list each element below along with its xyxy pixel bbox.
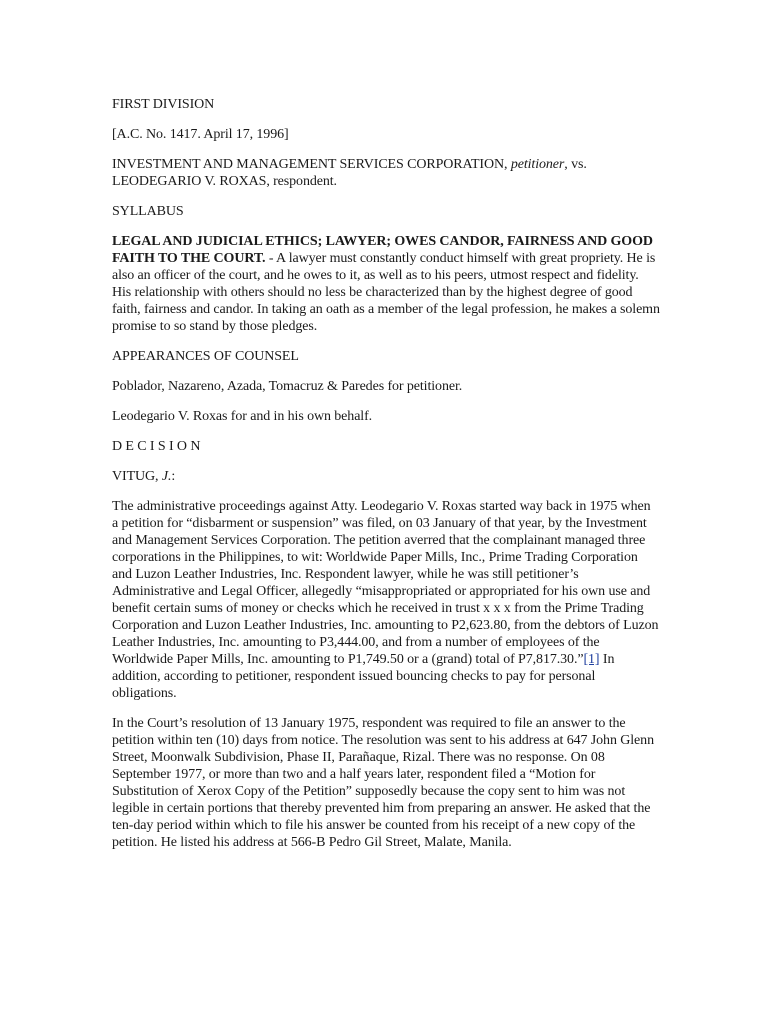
versus-text: , vs.	[564, 157, 587, 172]
footnote-link-1[interactable]: [1]	[583, 652, 600, 667]
decision-paragraph-2: In the Court’s resolution of 13 January 1975, respondent was required to file an answer to the petition within ten (10) days from notice. The resolution was sent to his address at 647 John Glenn Street, Moonwalk Subdivision, Phase II, Parañaque, Rizal. There was no response. On 08 September 1977, or more than two and a half years later, respondent filed a “Motion for Substitution of Xerox Copy of the Petition” supposedly because the copy sent to him was not legible in certain portions that thereby prevented him from preparing an answer. He asked that the ten-day period within which to file his answer be counted from his receipt of a new copy of the petition. He listed his address at 566-B Pedro Gil Street, Malate, Manila.	[112, 716, 654, 850]
syllabus-heading: SYLLABUS	[112, 204, 184, 219]
syllabus-text: - A lawyer must constantly conduct himself with great propriety. He is also an officer of the court, and he owes to it, as well as to his peers, utmost respect and fidelity. His relationship with others should no less be characterized than by the highest degree of good faith, fairness and candor. In taking an oath as a member of the legal profession, he makes a solemn promise to so stand by those pledges.	[112, 251, 660, 334]
decision-paragraph-1	[112, 498, 660, 702]
ponente	[112, 468, 660, 485]
syllabus-lead: LEGAL AND JUDICIAL ETHICS; LAWYER; OWES CANDOR, FAIRNESS AND GOOD FAITH TO THE COURT.	[112, 234, 653, 266]
ponente-title: J.	[161, 469, 172, 484]
petitioner-name: INVESTMENT AND MANAGEMENT SERVICES CORPORATION,	[112, 157, 508, 172]
paragraph-1-text-after: In addition, according to petitioner, respondent issued bouncing checks to pay for personal obligations.	[112, 652, 615, 701]
paragraph-1-text: The administrative proceedings against Atty. Leodegario V. Roxas started way back in 1975 when a petition for “disbarment or suspension” was filed, on 03 January of that year, by the Investment and Management Services Corporation. The petition averred that the complainant managed three corporations in the Philippines, to wit: Worldwide Paper Mills, Inc., Prime Trading Corporation and Luzon Leather Industries, Inc. Respondent lawyer, while he was still petitioner’s Administrative and Legal Officer, allegedly “misappropriated or appropriated for his own use and benefit certain sums of money or checks which he received in trust x x x from the Prime Trading Corporation and Luzon Leather Industries, Inc. amounting to P2,623.80, from the debtors of Luzon Leather Industries, Inc. amounting to P3,444.00, and from a number of employees of the Worldwide Paper Mills, Inc. amounting to P1,749.50 or a (grand) total of P7,817.30.”	[112, 499, 659, 667]
division-heading: FIRST DIVISION	[112, 97, 215, 112]
counsel-respondent: Leodegario V. Roxas for and in his own behalf.	[112, 409, 373, 424]
decision-heading: D E C I S I O N	[112, 439, 201, 454]
syllabus-paragraph	[112, 233, 660, 335]
counsel-petitioner: Poblador, Nazareno, Azada, Tomacruz & Paredes for petitioner.	[112, 379, 463, 394]
appearances-heading: APPEARANCES OF COUNSEL	[112, 349, 299, 364]
document-page	[112, 96, 660, 864]
case-parties	[112, 156, 660, 190]
ponente-name: VITUG,	[112, 469, 162, 484]
case-number: [A.C. No. 1417. April 17, 1996]	[112, 127, 289, 142]
respondent-name: LEODEGARIO V. ROXAS, respondent.	[112, 174, 337, 189]
petitioner-role: petitioner	[510, 157, 565, 172]
ponente-colon: :	[171, 469, 176, 484]
